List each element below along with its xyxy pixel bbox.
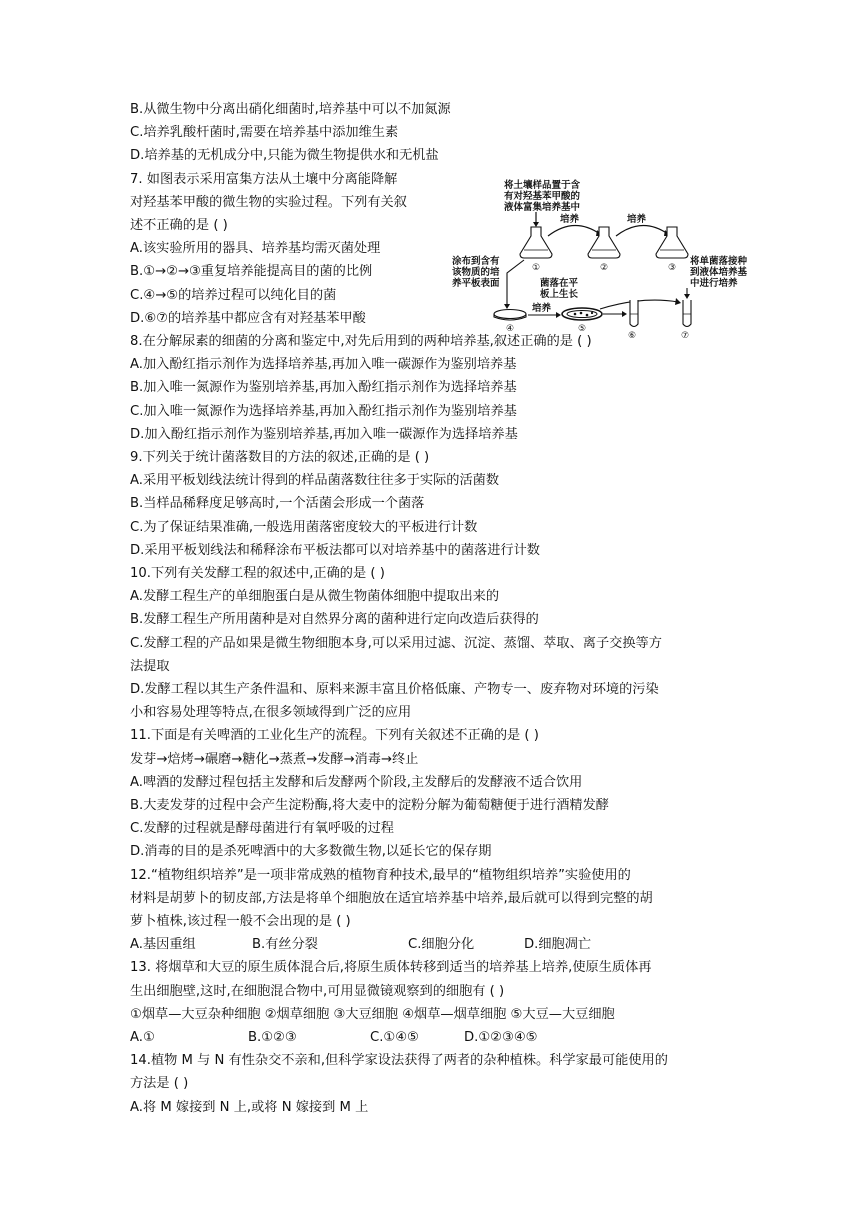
fig-num-5: ⑤ [578, 324, 587, 334]
text-line: 7. 如图表示采用富集方法从土壤中分离能降解 [130, 171, 398, 187]
option-b: B.有丝分裂 [252, 937, 318, 953]
fig-num-3: ③ [668, 263, 677, 273]
option-a: A.① [130, 1030, 155, 1045]
text-line: C.④→⑤的培养过程可以纯化目的菌 [130, 287, 337, 303]
text-line: D.消毒的目的是杀死啤酒中的大多数微生物,以延长它的保存期 [130, 844, 492, 860]
fig-box-text-1: 将土壤样品置于含 [504, 180, 581, 191]
text-line: 萝卜植株,该过程一般不会出现的是 ( ) [130, 914, 351, 929]
text-line: A.该实验所用的器具、培养基均需灭菌处理 [130, 241, 381, 257]
fig-culture-3: 培养 [532, 303, 552, 314]
fig-num-2: ② [600, 263, 609, 273]
option-d: D.细胞凋亡 [524, 937, 592, 953]
text-line: C.发酵的过程就是酵母菌进行有氧呼吸的过程 [130, 821, 394, 837]
text-line: 生出细胞壁,这时,在细胞混合物中,可用显微镜观察到的细胞有 ( ) [130, 983, 505, 999]
experiment-figure [452, 178, 748, 341]
text-line: 9.下列关于统计菌落数目的方法的叙述,正确的是 ( ) [130, 450, 430, 465]
text-line: 法提取 [130, 658, 170, 674]
text-line: 对羟基苯甲酸的微生物的实验过程。下列有关叙 [130, 194, 407, 210]
fig-left-text-2: 该物质的培 [452, 267, 500, 278]
text-line: A.采用平板划线法统计得到的样品菌落数往往多于实际的活菌数 [130, 473, 500, 489]
text-line: 8.在分解尿素的细菌的分离和鉴定中,对先后用到的两种培养基,叙述正确的是 ( ) [130, 334, 592, 349]
fig-left-text-3: 养平板表面 [452, 278, 500, 289]
text-line: D.培养基的无机成分中,只能为微生物提供水和无机盐 [130, 148, 439, 164]
option-a: A.基因重组 [130, 937, 196, 953]
text-line: C.为了保证结果准确,一般选用菌落密度较大的平板进行计数 [130, 519, 478, 535]
text-line: B.从微生物中分离出硝化细菌时,培养基中可以不加氮源 [130, 102, 451, 117]
text-line: D.发酵工程以其生产条件温和、原料来源丰富且价格低廉、产物专一、废弃物对环境的污染 [130, 682, 659, 697]
text-line: D.采用平板划线法和稀释涂布平板法都可以对培养基中的菌落进行计数 [130, 542, 540, 558]
fig-mid-text-1: 菌落在平 [540, 278, 579, 289]
fig-right-text-3: 中进行培养 [690, 278, 738, 289]
text-line: B.大麦发芽的过程中会产生淀粉酶,将大麦中的淀粉分解为葡萄糖便于进行酒精发酵 [130, 798, 609, 813]
flask-2-icon [588, 227, 620, 258]
text-line: A.啤酒的发酵过程包括主发酵和后发酵两个阶段,主发酵后的发酵液不适合饮用 [130, 774, 583, 790]
fig-right-text-2: 到液体培养基 [690, 267, 748, 278]
fig-num-7: ⑦ [681, 331, 690, 341]
fig-mid-text-2: 板上生长 [540, 289, 579, 300]
text-line: ①烟草—大豆杂种细胞 ②烟草细胞 ③大豆细胞 ④烟草—烟草细胞 ⑤大豆—大豆细胞 [130, 1006, 615, 1022]
fig-culture-2: 培养 [627, 214, 647, 225]
text-line: A.将 M 嫁接到 N 上,或将 N 嫁接到 M 上 [130, 1099, 369, 1115]
fig-num-6: ⑥ [628, 331, 637, 341]
tube-6-icon [630, 300, 638, 327]
plate-4-icon [494, 310, 526, 321]
plate-5-icon [562, 308, 602, 320]
text-line: 13. 将烟草和大豆的原生质体混合后,将原生质体转移到适当的培养基上培养,使原生质体再 [130, 960, 652, 976]
tube-7-icon [683, 300, 691, 327]
option-b: B.①②③ [248, 1030, 297, 1045]
text-line: B.加入唯一氮源作为鉴别培养基,再加入酚红指示剂作为选择培养基 [130, 380, 517, 396]
text-line: 12.“植物组织培养”是一项非常成熟的植物育种技术,最早的“植物组织培养”实验使用的 [130, 867, 631, 883]
text-line: B.发酵工程生产所用菌种是对自然界分离的菌种进行定向改造后获得的 [130, 612, 539, 628]
enrichment-diagram [452, 178, 748, 341]
fig-culture-1: 培养 [560, 214, 580, 225]
fig-right-text-1: 将单菌落接种 [690, 256, 748, 267]
option-c: C.细胞分化 [408, 937, 475, 953]
fig-num-4: ④ [506, 324, 515, 334]
text-line: 材料是胡萝卜的韧皮部,方法是将单个细胞放在适宜培养基中培养,最后就可以得到完整的胡 [130, 890, 653, 906]
option-d: D.①②③④⑤ [464, 1030, 538, 1045]
text-line: 发芽→焙烤→碾磨→糖化→蒸煮→发酵→消毒→终止 [130, 751, 419, 767]
text-line: D.加入酚红指示剂作为鉴别培养基,再加入唯一碳源作为选择培养基 [130, 426, 518, 442]
text-line: 10.下列有关发酵工程的叙述中,正确的是 ( ) [130, 566, 385, 581]
fig-box-text-2: 有对羟基苯甲酸的 [504, 191, 581, 202]
text-line: A.加入酚红指示剂作为选择培养基,再加入唯一碳源作为鉴别培养基 [130, 357, 517, 373]
text-line: A.发酵工程生产的单细胞蛋白是从微生物菌体细胞中提取出来的 [130, 589, 500, 605]
text-line: 方法是 ( ) [130, 1076, 189, 1092]
fig-box-text-3: 液体富集培养基中 [504, 202, 581, 213]
text-line: C.培养乳酸杆菌时,需要在培养基中添加维生素 [130, 125, 399, 141]
text-line: 述不正确的是 ( ) [130, 218, 228, 233]
text-line: C.发酵工程的产品如果是微生物细胞本身,可以采用过滤、沉淀、蒸馏、萃取、离子交换等方 [130, 635, 662, 651]
text-line: C.加入唯一氮源作为选择培养基,再加入酚红指示剂作为鉴别培养基 [130, 403, 517, 419]
text-line: 11.下面是有关啤酒的工业化生产的流程。下列有关叙述不正确的是 ( ) [130, 728, 539, 744]
text-line: B.①→②→③重复培养能提高目的菌的比例 [130, 264, 373, 280]
fig-num-1: ① [532, 263, 541, 273]
text-line: B.当样品稀释度足够高时,一个活菌会形成一个菌落 [130, 496, 425, 512]
fig-left-text-1: 涂布到含有 [452, 256, 500, 267]
option-c: C.①④⑤ [370, 1030, 419, 1045]
text-line: 小和容易处理等特点,在很多领域得到广泛的应用 [130, 705, 412, 721]
flask-3-icon [656, 227, 688, 258]
text-line: 14.植物 M 与 N 有性杂交不亲和,但科学家设法获得了两者的杂种植株。科学家最可能使用的 [130, 1053, 668, 1069]
flask-1-icon [520, 227, 552, 258]
text-line: D.⑥⑦的培养基中都应含有对羟基苯甲酸 [130, 310, 366, 326]
